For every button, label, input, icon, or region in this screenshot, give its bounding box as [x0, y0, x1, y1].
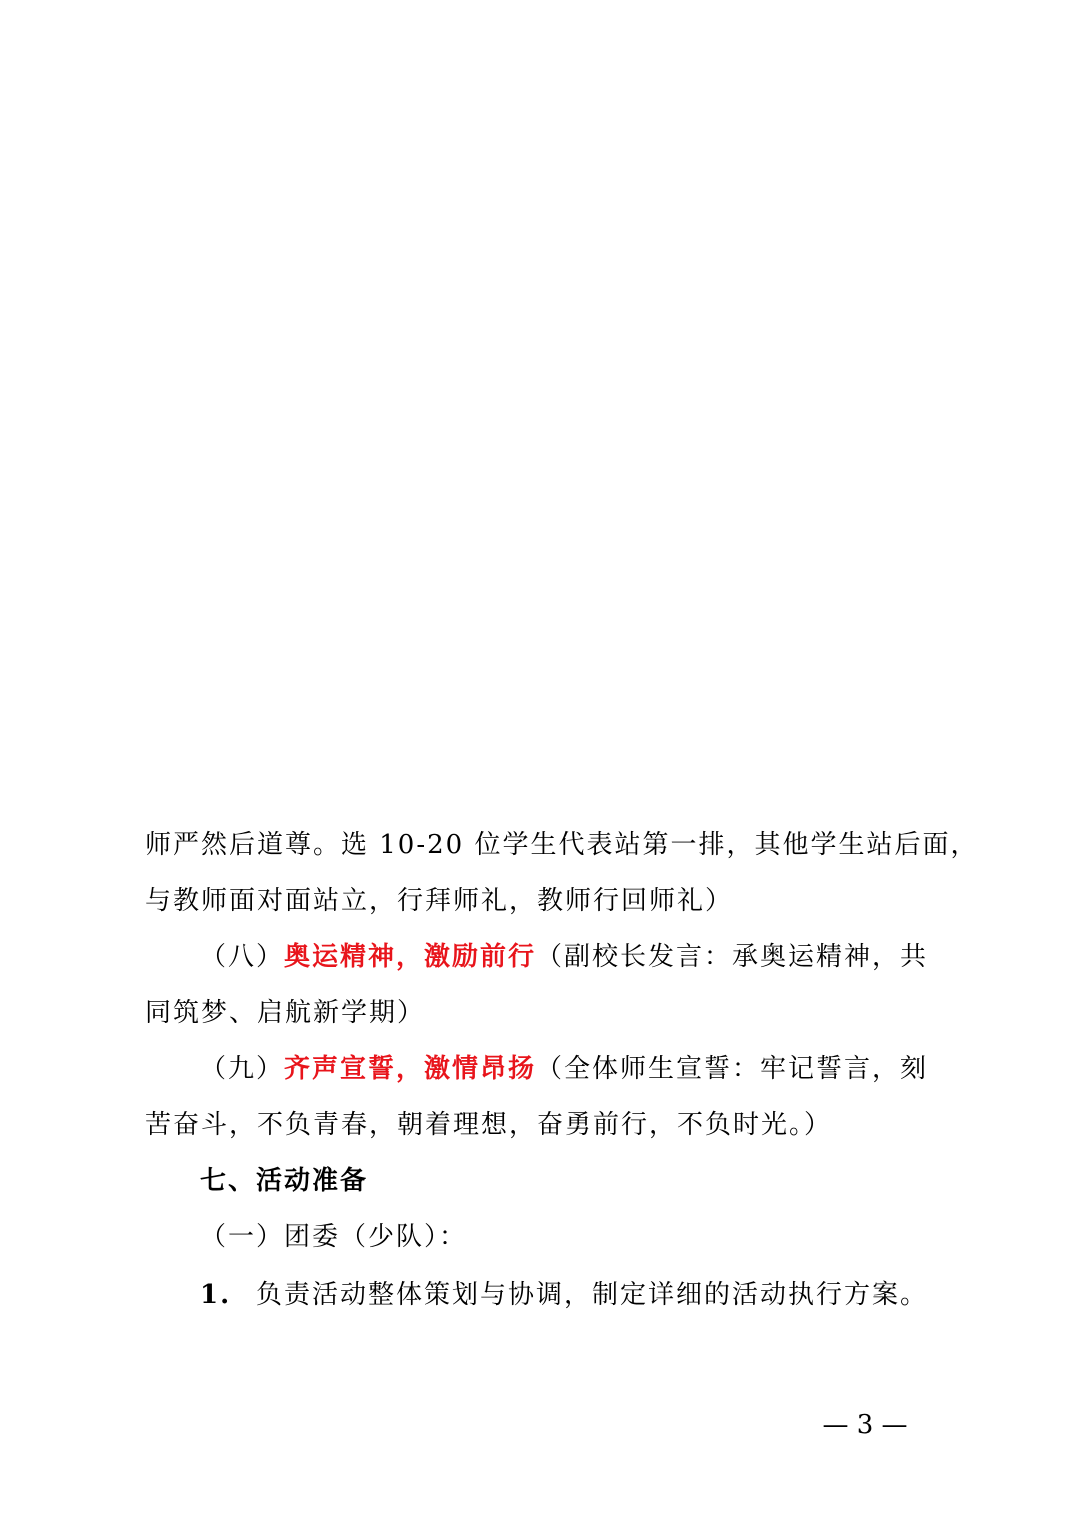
list-item — [200, 1278, 945, 1312]
paragraph-line: 苦奋斗，不负青春，朝着理想，奋勇前行，不负时光。） — [145, 1110, 833, 1140]
agenda-item-title: 奥运精神，激励前行 — [284, 942, 537, 972]
paragraph-line: 同筑梦、启航新学期） — [145, 998, 426, 1028]
list-item-number: 1. — [200, 1280, 232, 1310]
paragraph-line: 与教师面对面站立，行拜师礼，教师行回师礼） — [145, 886, 734, 916]
page-number: — 3 — — [822, 1410, 908, 1440]
agenda-item-detail: （全体师生宣誓：牢记誓言，刻 — [536, 1054, 929, 1084]
agenda-item-eight — [200, 940, 945, 974]
section-heading: 七、活动准备 — [200, 1166, 369, 1196]
agenda-item-number: （九） — [200, 1054, 285, 1084]
agenda-item-detail: （副校长发言：承奥运精神，共 — [536, 942, 929, 972]
agenda-item-title: 齐声宣誓，激情昂扬 — [284, 1054, 537, 1084]
list-item-text: 负责活动整体策划与协调，制定详细的活动执行方案。 — [256, 1280, 929, 1310]
sub-heading: （一）团委（少队）： — [200, 1222, 468, 1252]
agenda-item-number: （八） — [200, 942, 285, 972]
paragraph-line: 师严然后道尊。选 10-20 位学生代表站第一排，其他学生站后面， — [145, 830, 979, 860]
agenda-item-nine — [200, 1052, 945, 1086]
